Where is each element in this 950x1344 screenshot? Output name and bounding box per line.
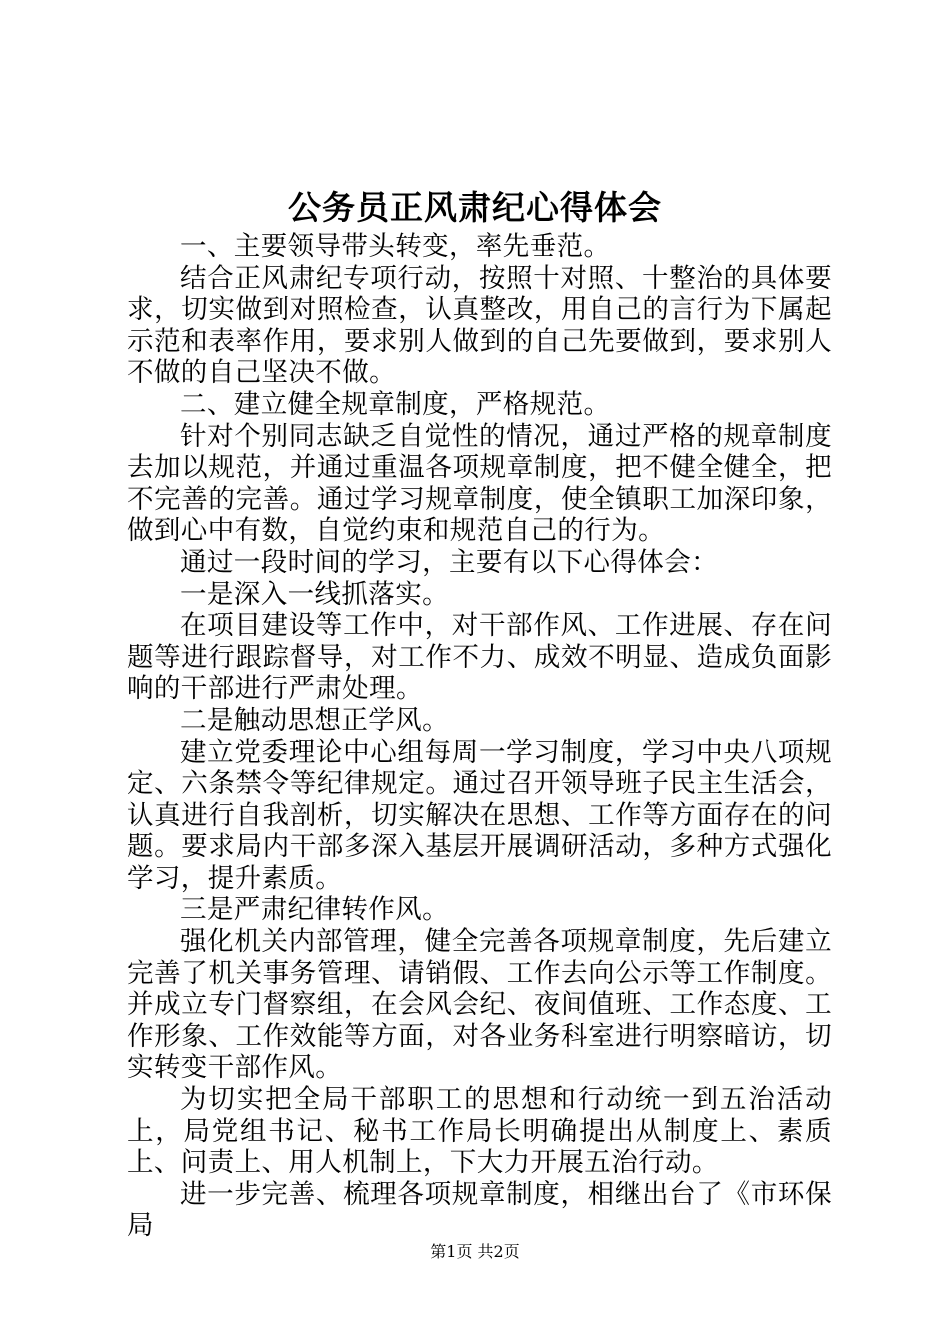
paragraph: 强化机关内部管理，健全完善各项规章制度，先后建立完善了机关事务管理、请销假、工作去向公示等工作制度。并成立专门督察组，在会风会纪、夜间值班、工作态度、工作形象、工作效能等方面，对各业务科室进行明察暗访，切实转变干部作风。 (127, 926, 832, 1084)
paragraph: 在项目建设等工作中，对干部作风、工作进展、存在问题等进行跟踪督导，对工作不力、成效不明显、造成负面影响的干部进行严肃处理。 (127, 610, 832, 705)
paragraph: 三是严肃纪律转作风。 (180, 894, 449, 926)
paragraph: 进一步完善、梳理各项规章制度，相继出台了《市环保局 (127, 1178, 832, 1242)
paragraph: 建立党委理论中心组每周一学习制度，学习中央八项规定、六条禁令等纪律规定。通过召开领导班子民主生活会，认真进行自我剖析，切实解决在思想、工作等方面存在的问题。要求局内干部多深入基层开展调研活动，多种方式强化学习，提升素质。 (127, 736, 832, 894)
document-title: 公务员正风肃纪心得体会 (288, 188, 662, 227)
paragraph: 一是深入一线抓落实。 (180, 578, 449, 610)
paragraph: 一、主要领导带头转变，率先垂范。 (180, 231, 611, 262)
paragraph: 通过一段时间的学习，主要有以下心得体会： (180, 546, 718, 578)
page-number-footer: 第1页 共2页 (430, 1242, 520, 1261)
paragraph: 结合正风肃纪专项行动，按照十对照、十整治的具体要求，切实做到对照检查，认真整改，用自己的言行为下属起示范和表率作用，要求别人做到的自己先要做到，要求别人不做的自己坚决不做。 (127, 262, 832, 389)
paragraph: 为切实把全局干部职工的思想和行动统一到五治活动上，局党组书记、秘书工作局长明确提出从制度上、素质上、问责上、用人机制上，下大力开展五治行动。 (127, 1084, 832, 1179)
paragraph: 针对个别同志缺乏自觉性的情况，通过严格的规章制度去加以规范，并通过重温各项规章制度，把不健全健全，把不完善的完善。通过学习规章制度，使全镇职工加深印象，做到心中有数，自觉约束和规范自己的行为。 (127, 420, 832, 547)
paragraph: 二、建立健全规章制度，严格规范。 (180, 388, 611, 420)
document-body (127, 231, 832, 1242)
paragraph: 二是触动思想正学风。 (180, 704, 449, 736)
